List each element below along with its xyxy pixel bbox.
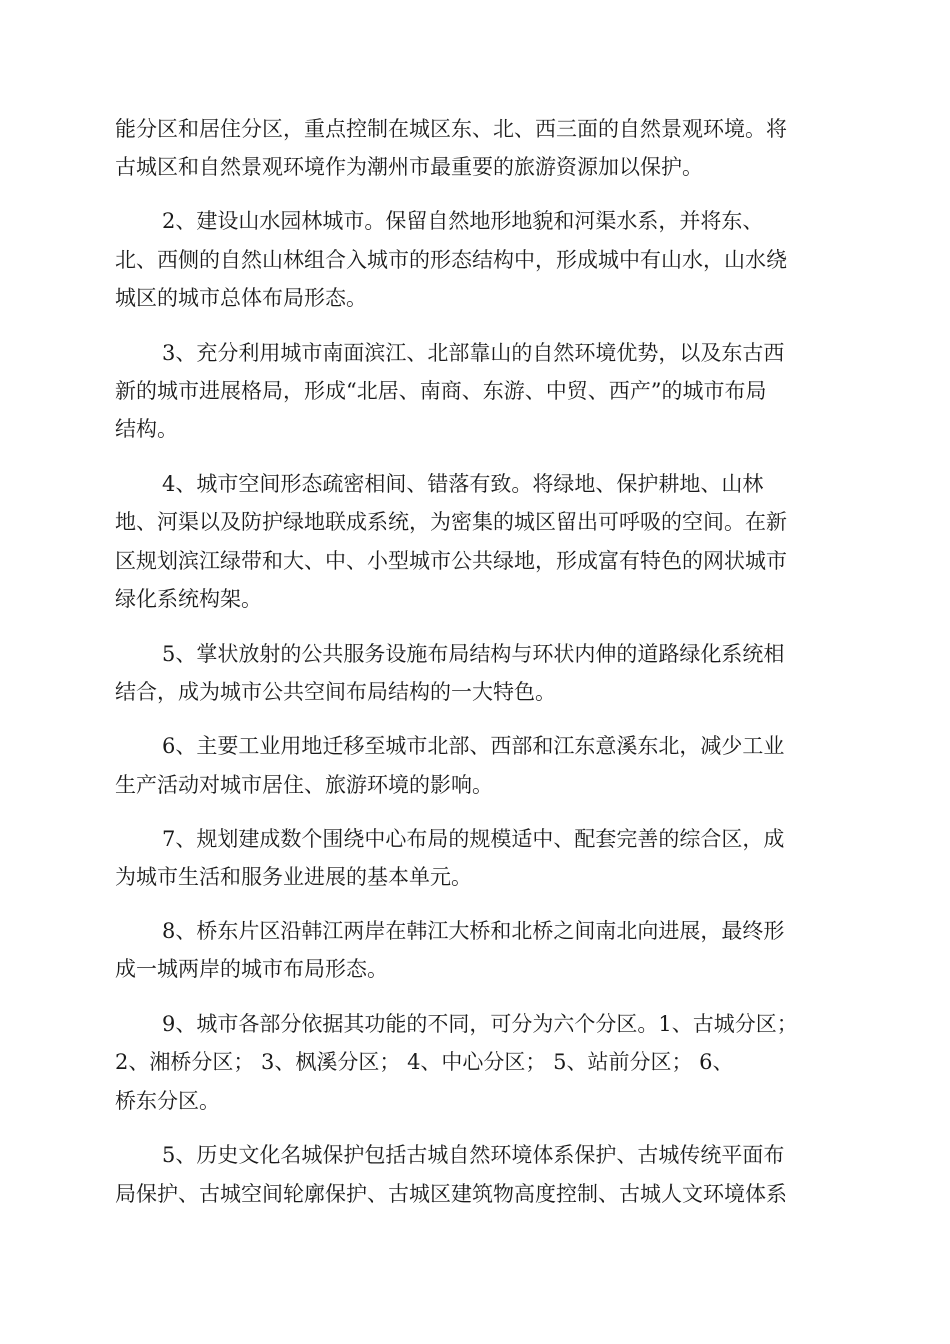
paragraph-8-line-1: 8、桥东片区沿韩江两岸在韩江大桥和北桥之间南北向进展，最终形 bbox=[162, 919, 785, 943]
paragraph-9-line-2: 2、湘桥分区； 3、枫溪分区； 4、中心分区； 5、站前分区； 6、 bbox=[115, 1050, 734, 1074]
paragraph-2-line-2: 北、西侧的自然山林组合入城市的形态结构中，形成城中有山水，山水绕 bbox=[115, 248, 787, 272]
paragraph-9-line-3: 桥东分区。 bbox=[115, 1089, 220, 1113]
paragraph-4-line-1: 4、城市空间形态疏密相间、错落有致。将绿地、保护耕地、山林 bbox=[162, 472, 764, 496]
paragraph-4-line-3: 区规划滨江绿带和大、中、小型城市公共绿地，形成富有特色的网状城市 bbox=[115, 549, 787, 573]
paragraph-5-line-2: 结合，成为城市公共空间布局结构的一大特色。 bbox=[115, 680, 556, 704]
paragraph-6-line-2: 生产活动对城市居住、旅游环境的影响。 bbox=[115, 773, 493, 797]
paragraph-4-line-4: 绿化系统构架。 bbox=[115, 587, 262, 611]
paragraph-3-line-3: 结构。 bbox=[115, 417, 178, 441]
paragraph-2-line-1: 2、建设山水园林城市。保留自然地形地貌和河渠水系，并将东、 bbox=[162, 209, 764, 233]
paragraph-3-line-2: 新的城市进展格局，形成“北居、南商、东游、中贸、西产”的城市布局 bbox=[115, 379, 767, 403]
paragraph-10-line-1: 5、历史文化名城保护包括古城自然环境体系保护、古城传统平面布 bbox=[162, 1143, 785, 1167]
paragraph-9-line-1: 9、城市各部分依据其功能的不同，可分为六个分区。1、古城分区； bbox=[162, 1012, 798, 1036]
paragraph-5-line-1: 5、掌状放射的公共服务设施布局结构与环状内伸的道路绿化系统相 bbox=[162, 642, 785, 666]
paragraph-1-line-2: 古城区和自然景观环境作为潮州市最重要的旅游资源加以保护。 bbox=[115, 155, 703, 179]
paragraph-1-line-1: 能分区和居住分区，重点控制在城区东、北、西三面的自然景观环境。将 bbox=[115, 117, 787, 141]
paragraph-8-line-2: 成一城两岸的城市布局形态。 bbox=[115, 957, 388, 981]
paragraph-7-line-1: 7、规划建成数个围绕中心布局的规模适中、配套完善的综合区，成 bbox=[162, 827, 785, 851]
paragraph-7-line-2: 为城市生活和服务业进展的基本单元。 bbox=[115, 865, 472, 889]
paragraph-6-line-1: 6、主要工业用地迁移至城市北部、西部和江东意溪东北，减少工业 bbox=[162, 734, 785, 758]
paragraph-2-line-3: 城区的城市总体布局形态。 bbox=[115, 286, 367, 310]
paragraph-10-line-2: 局保护、古城空间轮廓保护、古城区建筑物高度控制、古城人文环境体系 bbox=[115, 1182, 787, 1206]
paragraph-3-line-1: 3、充分利用城市南面滨江、北部靠山的自然环境优势，以及东古西 bbox=[162, 341, 785, 365]
paragraph-4-line-2: 地、河渠以及防护绿地联成系统，为密集的城区留出可呼吸的空间。在新 bbox=[115, 510, 787, 534]
